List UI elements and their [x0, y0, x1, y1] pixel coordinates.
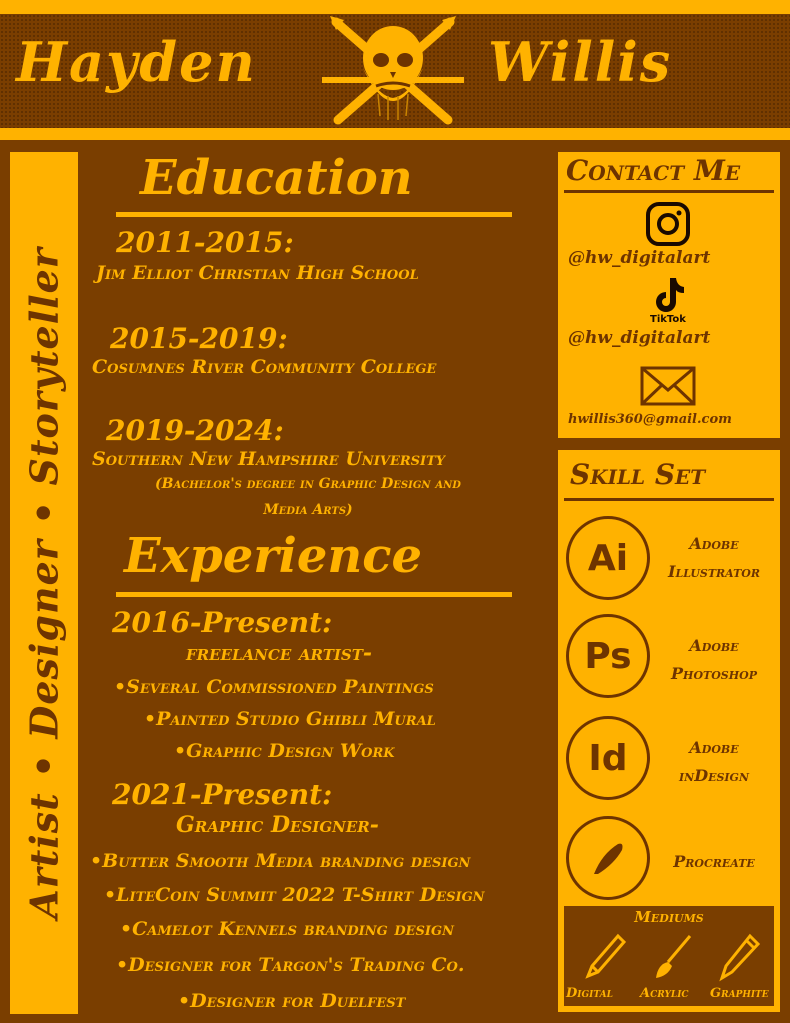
tagline-sidebar [10, 152, 78, 1014]
education-heading: Education [140, 150, 413, 206]
medium-label: Digital [566, 986, 613, 1001]
skills-panel [558, 450, 780, 1012]
skills-rule [564, 498, 774, 501]
education-rule [116, 212, 512, 217]
indesign-icon: Id [566, 716, 650, 800]
tiktok-label: TikTok [650, 314, 686, 325]
mediums-box [564, 906, 774, 1006]
contact-panel [558, 152, 780, 438]
experience-rule [116, 592, 512, 597]
tiktok-handle[interactable]: @hw_digitalart [568, 328, 711, 348]
exp-bullet: •Painted Studio Ghibli Mural [144, 708, 436, 730]
exp-bullet: •Designer for Duelfest [178, 990, 406, 1012]
medium-label: Graphite [710, 986, 769, 1001]
paintbrush-icon [650, 932, 694, 982]
exp-years-2: 2021-Present: [112, 778, 333, 811]
skill-label-line2: inDesign [679, 766, 749, 785]
skill-label-line2: Photoshop [671, 664, 757, 683]
exp-bullet: •Camelot Kennels branding design [120, 918, 454, 940]
email-address[interactable]: hwillis360@gmail.com [568, 412, 732, 427]
tiktok-icon [650, 276, 686, 314]
exp-bullet: •Several Commissioned Paintings [114, 676, 434, 698]
skill-label-line1: Adobe [689, 738, 739, 757]
exp-years-1: 2016-Present: [112, 606, 333, 639]
instagram-icon [644, 200, 692, 248]
illustrator-icon: Ai [566, 516, 650, 600]
procreate-icon [566, 816, 650, 900]
pencil-icon [718, 932, 762, 982]
envelope-icon [640, 366, 696, 406]
edu-years-3: 2019-2024: [106, 414, 284, 447]
pen-icon [582, 932, 626, 982]
exp-bullet: •Butter Smooth Media branding design [90, 850, 471, 872]
skill-label-line1: Procreate [673, 852, 755, 871]
experience-heading: Experience [124, 528, 423, 584]
exp-role-1: freelance artist- [186, 640, 373, 666]
edu-school-2: Cosumnes River Community College [92, 356, 437, 378]
edu-note-line1: (Bachelor's degree in Graphic Design and [155, 476, 461, 492]
exp-bullet: •Designer for Targon's Trading Co. [116, 954, 465, 976]
contact-rule [564, 190, 774, 193]
last-name: Willis [488, 30, 673, 94]
skill-label-line1: Adobe [689, 534, 739, 553]
medium-label: Acrylic [640, 986, 689, 1001]
contact-heading: Contact Me [566, 154, 741, 187]
skill-label-line1: Adobe [689, 636, 739, 655]
skull-logo-icon [318, 16, 468, 126]
exp-role-2: Graphic Designer- [176, 812, 379, 838]
edu-years-1: 2011-2015: [116, 226, 294, 259]
instagram-handle[interactable]: @hw_digitalart [568, 248, 711, 268]
tagline: Artist • Designer • Storyteller [21, 247, 67, 919]
skill-label-line2: Illustrator [667, 562, 761, 581]
mediums-heading: Mediums [634, 908, 704, 926]
edu-school-3: Southern New Hampshire University [92, 448, 446, 470]
exp-bullet: •LiteCoin Summit 2022 T-Shirt Design [104, 884, 485, 906]
first-name: Hayden [16, 30, 257, 94]
photoshop-icon: Ps [566, 614, 650, 698]
skills-heading: Skill Set [570, 458, 706, 491]
exp-bullet: •Graphic Design Work [174, 740, 395, 762]
edu-note-line2: Media Arts) [263, 502, 353, 518]
edu-school-1: Jim Elliot Christian High School [96, 262, 419, 284]
edu-years-2: 2015-2019: [110, 322, 288, 355]
